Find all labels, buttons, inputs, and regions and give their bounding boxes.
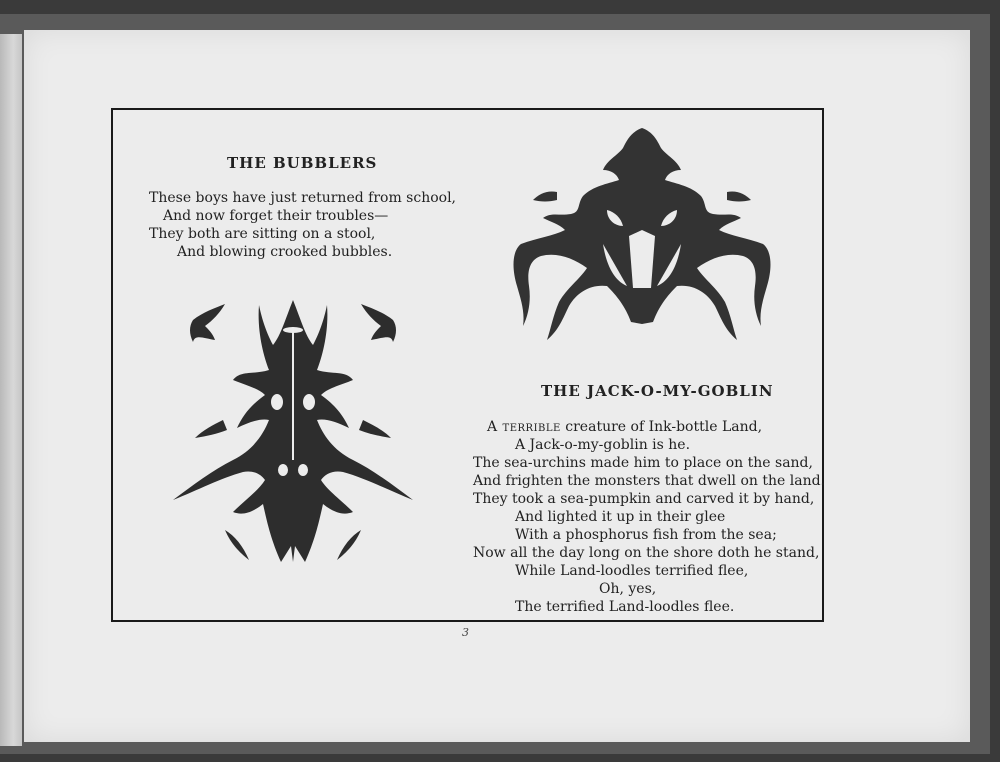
goblin-title: THE JACK-O-MY-GOBLIN (541, 382, 774, 400)
bubblers-inkblot-illustration (173, 290, 413, 570)
book-page (24, 30, 970, 742)
goblin-line-7: With a phosphorus fish from the sea; (515, 527, 777, 543)
goblin-line-11: The terrified Land-loodles flee. (515, 599, 735, 615)
goblin-line-3: The sea-urchins made him to place on the sand, (473, 455, 813, 471)
goblin-line-9: While Land-loodles terrified flee, (515, 563, 749, 579)
bubblers-line-2: And now forget their troubles— (163, 208, 389, 224)
goblin-line-1 (487, 419, 762, 436)
bubblers-title: THE BUBBLERS (227, 154, 378, 172)
goblin-line-10: Oh, yes, (599, 581, 657, 597)
goblin-line-6: And lighted it up in their glee (515, 509, 726, 525)
jack-o-my-goblin-inkblot-illustration (507, 126, 777, 346)
bubblers-line-1: These boys have just returned from school, (149, 190, 457, 206)
goblin-line-2: A Jack-o-my-goblin is he. (515, 437, 691, 453)
bubblers-line-3: They both are sitting on a stool, (149, 226, 376, 242)
page-stack-edge (0, 34, 22, 746)
page-number: 3 (462, 626, 469, 639)
goblin-line-1-smallcaps: A terrible (487, 419, 561, 435)
goblin-line-1-rest: creature of Ink-bottle Land, (560, 419, 763, 435)
page-border-frame (111, 108, 824, 622)
bubblers-line-4: And blowing crooked bubbles. (177, 244, 393, 260)
goblin-line-5: They took a sea-pumpkin and carved it by hand, (473, 491, 815, 507)
goblin-line-4: And frighten the monsters that dwell on the land. (473, 473, 825, 489)
goblin-line-8: Now all the day long on the shore doth he stand, (473, 545, 820, 561)
